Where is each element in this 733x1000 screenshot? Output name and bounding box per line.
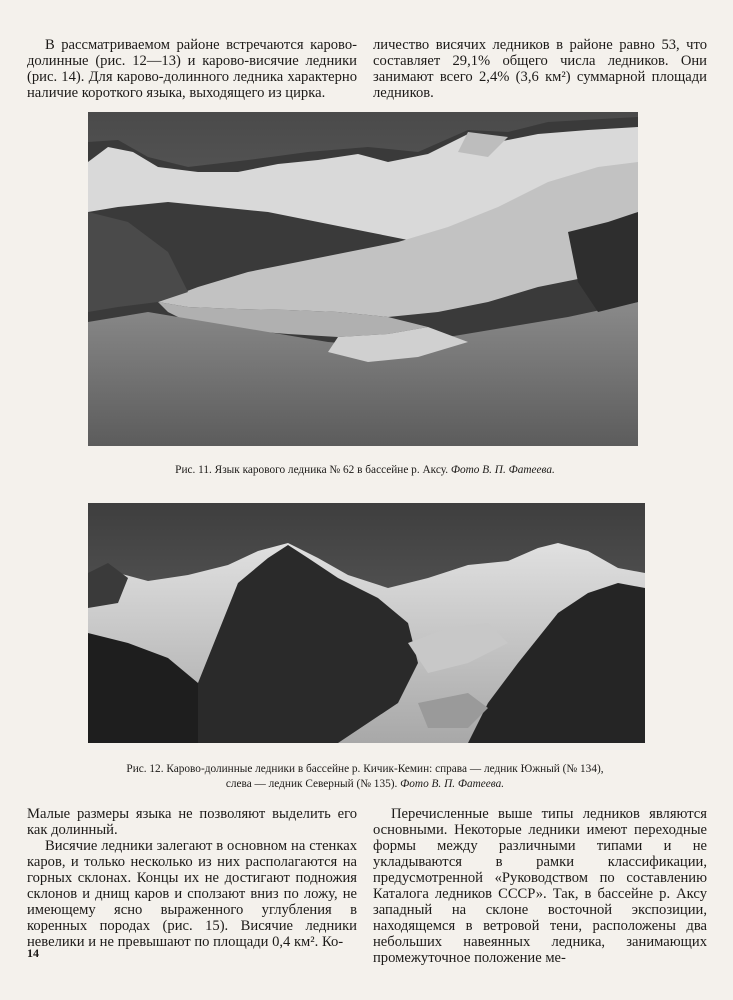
text-column-bottom-right	[373, 806, 707, 966]
paragraph: Малые размеры языка не позволяют выделить его как долинный.	[27, 806, 357, 838]
paragraph: В рассматриваемом районе встречаются карово-долинные (рис. 12—13) и карово-висячие ледники (рис. 14). Для карово-долинного ледника характерно наличие короткого языка, выходящего из цирка.	[27, 37, 357, 101]
paragraph: личество висячих ледников в районе равно 53, что составляет 29,1% общего числа ледников. Они занимают всего 2,4% (3,6 км²) суммарной площади ледников.	[373, 37, 707, 101]
caption-line-2: слева — ледник Северный (№ 135).	[225, 778, 398, 790]
paragraph: Висячие ледники залегают в основном на стенках каров, и только несколько из них располагаются на горных склонах. Концы их не достигают подножия склонов и днищ каров и сползают вниз по ложу, не имеющему ясно выраженного углубления в коренных породах (рис. 15). Висячие ледники невелики и не превышают по площади 0,4 км². Ко-	[27, 838, 357, 950]
text-column-top-left	[27, 37, 357, 101]
text-column-top-right	[373, 37, 707, 101]
figure-12-photo	[88, 503, 645, 743]
figure-11-caption	[60, 463, 670, 478]
text-column-bottom-left	[27, 806, 357, 950]
photo-credit: Фото В. П. Фатеева.	[450, 464, 555, 476]
figure-11-photo	[88, 112, 638, 446]
cirque-valley-glaciers-photo	[88, 503, 645, 743]
glacier-tongue-photo	[88, 112, 638, 446]
page-number: 14	[27, 946, 39, 960]
photo-credit: Фото В. П. Фатеева.	[400, 778, 505, 790]
figure-12-caption	[60, 762, 670, 792]
caption-text: Рис. 11. Язык карового ледника № 62 в бассейне р. Аксу.	[175, 464, 449, 476]
paragraph: Перечисленные выше типы ледников являются основными. Некоторые ледники имеют переходные формы между различными типами и не укладываются в рамки классификации, предусмотренной «Руководством по составлению Каталога ледников СССР». Так, в бассейне р. Аксу западный на склоне восточной экспозиции, находящемся в ветровой тени, расположены два небольших навеянных ледника, занимающих промежуточное положение ме-	[373, 806, 707, 966]
caption-line-1: Рис. 12. Карово-долинные ледники в бассейне р. Кичик-Кемин: справа — ледник Южный (№ 134),	[126, 763, 604, 775]
